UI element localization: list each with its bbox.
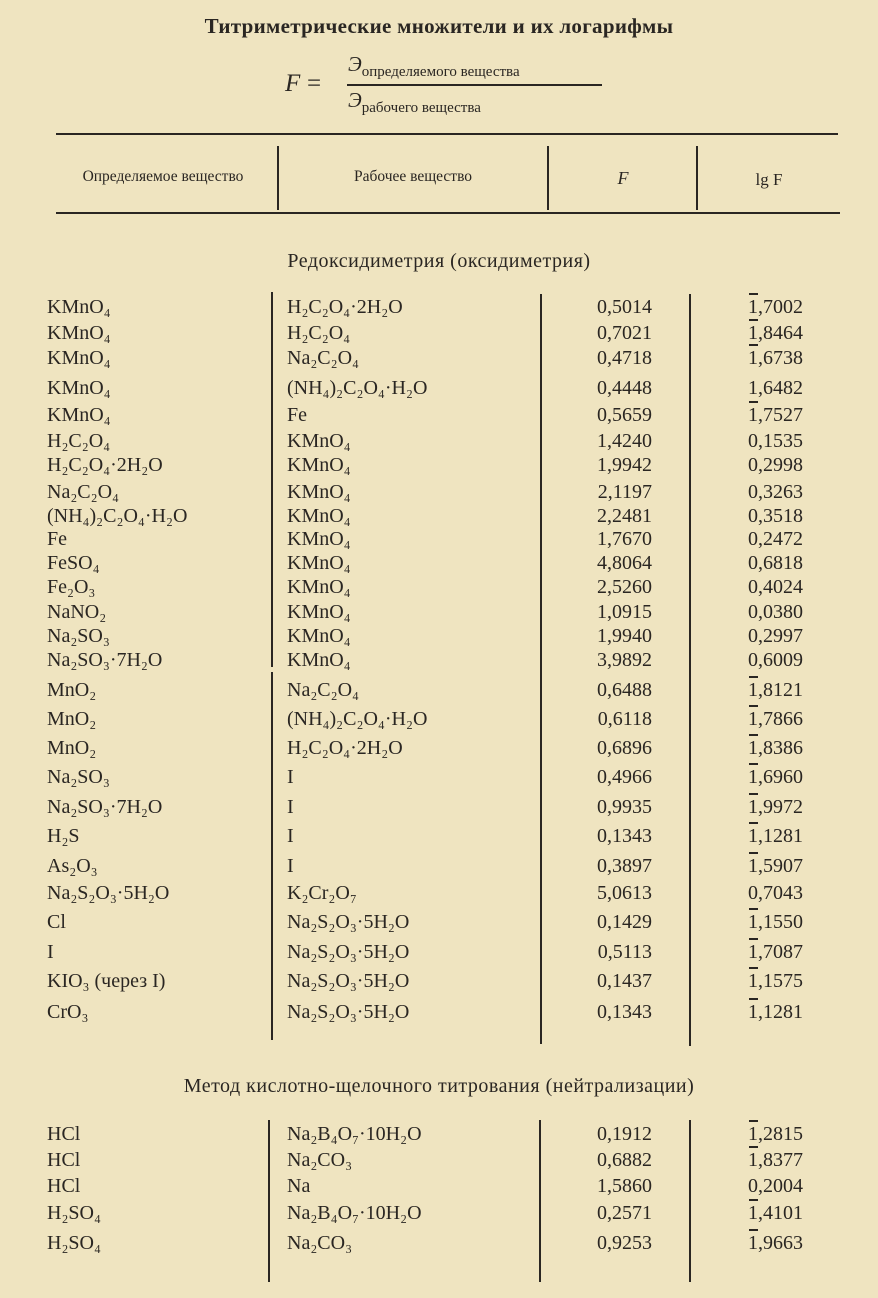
header-divider-1: [277, 146, 279, 210]
lgf-mantissa: ,8464: [758, 322, 803, 344]
reagent-cell: Na: [287, 1175, 311, 1197]
f-value-cell: 0,1343: [597, 825, 652, 847]
lgf-characteristic-bar: 1: [748, 825, 758, 847]
lgf-value-cell: [726, 431, 803, 451]
lgf-characteristic: 0: [748, 505, 758, 527]
f-value-cell: 0,1343: [597, 1001, 652, 1023]
f-value-cell: 1,7670: [597, 528, 652, 550]
f-value-cell: 1,5860: [597, 1175, 652, 1197]
column-header-analyte: Определяемое вещество: [82, 168, 244, 185]
lgf-mantissa: ,4101: [758, 1202, 803, 1224]
reagent-cell: I: [287, 796, 294, 818]
lgf-value-cell: [726, 297, 803, 317]
f-value-cell: 3,9892: [597, 649, 652, 671]
lgf-value-cell: [726, 797, 803, 817]
lgf-characteristic-bar: 1: [748, 855, 758, 877]
redox-divider-2: [540, 294, 542, 1044]
lgf-mantissa: ,7087: [758, 941, 803, 963]
lgf-mantissa: ,2472: [758, 528, 803, 550]
formula-numerator: [348, 52, 520, 80]
reagent-cell: Na₂C₂O₄: [287, 347, 360, 369]
lgf-value-cell: [726, 348, 803, 368]
analyte-cell: MnO₂: [47, 679, 97, 701]
lgf-characteristic-bar: 1: [748, 404, 758, 426]
f-value-cell: 0,2571: [597, 1202, 652, 1224]
f-value-cell: 0,1912: [597, 1123, 652, 1145]
reagent-cell: KMnO₄: [287, 481, 351, 503]
analyte-cell: H₂C₂O₄·2H₂O: [47, 454, 163, 476]
lgf-mantissa: ,1575: [758, 970, 803, 992]
analyte-cell: FeSO₄: [47, 552, 100, 574]
page-title: Титриметрические множители и их логарифмы: [204, 14, 674, 38]
lgf-mantissa: ,1535: [758, 430, 803, 452]
f-value-cell: 0,3897: [597, 855, 652, 877]
lgf-characteristic-bar: 1: [748, 1232, 758, 1254]
f-value-cell: 0,6118: [597, 708, 652, 730]
reagent-cell: KMnO₄: [287, 552, 351, 574]
acid-divider-3: [689, 1120, 691, 1282]
analyte-cell: H₂SO₄: [47, 1232, 101, 1254]
lgf-characteristic-bar: 1: [748, 322, 758, 344]
lgf-characteristic-bar: 1: [748, 911, 758, 933]
lgf-characteristic-bar: 1: [748, 796, 758, 818]
numerator-symbol: Э: [348, 52, 362, 76]
lgf-value-cell: [726, 506, 803, 526]
redox-divider-1b: [271, 672, 273, 1040]
lgf-characteristic: 0: [748, 576, 758, 598]
analyte-cell: Na₂SO₃·7H₂O: [47, 796, 163, 818]
analyte-cell: As₂O₃: [47, 855, 98, 877]
analyte-cell: KMnO₄: [47, 404, 111, 426]
analyte-cell: Na₂SO₃: [47, 625, 110, 647]
redox-divider-1: [271, 292, 273, 667]
analyte-cell: KMnO₄: [47, 377, 111, 399]
f-value-cell: 0,6896: [597, 737, 652, 759]
reagent-cell: (NH₄)₂C₂O₄·H₂O: [287, 377, 428, 399]
lgf-value-cell: [726, 1002, 803, 1022]
f-value-cell: 0,4448: [597, 377, 652, 399]
analyte-cell: KMnO₄: [47, 347, 111, 369]
analyte-cell: (NH₄)₂C₂O₄·H₂O: [47, 505, 188, 527]
lgf-characteristic-bar: 1: [748, 347, 758, 369]
reagent-cell: I: [287, 855, 294, 877]
lgf-value-cell: [726, 553, 803, 573]
lgf-value-cell: [726, 971, 803, 991]
lgf-value-cell: [726, 709, 803, 729]
lgf-mantissa: ,2998: [758, 454, 803, 476]
analyte-cell: HCl: [47, 1149, 81, 1171]
lgf-value-cell: [726, 602, 803, 622]
analyte-cell: H₂S: [47, 825, 80, 847]
lgf-characteristic-bar: 1: [748, 970, 758, 992]
lgf-value-cell: [726, 455, 803, 475]
lgf-characteristic: 0: [748, 1175, 758, 1197]
lgf-value-cell: [726, 942, 803, 962]
formula-denominator: [348, 88, 481, 116]
lgf-value-cell: [726, 482, 803, 502]
lgf-mantissa: ,6738: [758, 347, 803, 369]
lgf-characteristic: 0: [748, 454, 758, 476]
f-value-cell: 1,4240: [597, 430, 652, 452]
lgf-characteristic-bar: 1: [748, 766, 758, 788]
lgf-value-cell: [726, 912, 803, 932]
analyte-cell: KIO₃ (через I): [47, 970, 166, 992]
f-value-cell: 0,9935: [597, 796, 652, 818]
analyte-cell: H₂C₂O₄: [47, 430, 111, 452]
lgf-mantissa: ,1550: [758, 911, 803, 933]
lgf-characteristic: 0: [748, 601, 758, 623]
f-value-cell: 2,5260: [597, 576, 652, 598]
reagent-cell: Na₂B₄O₇·10H₂O: [287, 1123, 422, 1145]
analyte-cell: Na₂S₂O₃·5H₂O: [47, 882, 170, 904]
lgf-value-cell: [726, 1203, 803, 1223]
f-value-cell: 0,7021: [597, 322, 652, 344]
acid-divider-2: [539, 1120, 541, 1282]
f-value-cell: 2,1197: [597, 481, 652, 503]
column-header-f: F: [617, 168, 629, 188]
lgf-mantissa: ,1281: [758, 825, 803, 847]
reagent-cell: Na₂S₂O₃·5H₂O: [287, 1001, 410, 1023]
f-value-cell: 0,6882: [597, 1149, 652, 1171]
lgf-mantissa: ,7527: [758, 404, 803, 426]
reagent-cell: H₂C₂O₄·2H₂O: [287, 296, 403, 318]
lgf-value-cell: [726, 650, 803, 670]
fraction-bar: [347, 84, 602, 86]
reagent-cell: Na₂S₂O₃·5H₂O: [287, 970, 410, 992]
reagent-cell: Fe: [287, 404, 307, 426]
lgf-characteristic-bar: 1: [748, 941, 758, 963]
lgf-value-cell: [726, 1176, 803, 1196]
reagent-cell: KMnO₄: [287, 576, 351, 598]
reagent-cell: KMnO₄: [287, 625, 351, 647]
lgf-characteristic-bar: 1: [748, 1202, 758, 1224]
lgf-mantissa: ,8377: [758, 1149, 803, 1171]
lgf-mantissa: ,7866: [758, 708, 803, 730]
f-value-cell: 0,4718: [597, 347, 652, 369]
lgf-characteristic-bar: 1: [748, 1149, 758, 1171]
reagent-cell: Na₂C₂O₄: [287, 679, 360, 701]
analyte-cell: I: [47, 941, 54, 963]
reagent-cell: K₂Cr₂O₇: [287, 882, 357, 904]
lgf-mantissa: ,0380: [758, 601, 803, 623]
column-header-reagent: Рабочее вещество: [353, 168, 473, 185]
acid-divider-1: [268, 1120, 270, 1282]
lgf-characteristic: 0: [748, 430, 758, 452]
lgf-value-cell: [726, 378, 803, 398]
f-value-cell: 2,2481: [597, 505, 652, 527]
reagent-cell: KMnO₄: [287, 430, 351, 452]
lgf-characteristic-bar: 1: [748, 1123, 758, 1145]
lgf-mantissa: ,2997: [758, 625, 803, 647]
lgf-value-cell: [726, 738, 803, 758]
analyte-cell: KMnO₄: [47, 322, 111, 344]
lgf-value-cell: [726, 856, 803, 876]
reagent-cell: KMnO₄: [287, 649, 351, 671]
reagent-cell: Na₂CO₃: [287, 1232, 353, 1254]
reagent-cell: KMnO₄: [287, 601, 351, 623]
lgf-mantissa: ,2815: [758, 1123, 803, 1145]
lgf-mantissa: ,5907: [758, 855, 803, 877]
f-value-cell: 5,0613: [597, 882, 652, 904]
analyte-cell: Fe₂O₃: [47, 576, 96, 598]
lgf-mantissa: ,7002: [758, 296, 803, 318]
lgf-characteristic: 0: [748, 481, 758, 503]
formula: [285, 48, 625, 128]
analyte-cell: MnO₂: [47, 708, 97, 730]
lgf-value-cell: [726, 577, 803, 597]
f-value-cell: 0,1429: [597, 911, 652, 933]
lgf-characteristic-bar: 1: [748, 708, 758, 730]
redox-divider-3: [689, 294, 691, 1046]
lgf-value-cell: [726, 883, 803, 903]
analyte-cell: KMnO₄: [47, 296, 111, 318]
f-value-cell: 1,0915: [597, 601, 652, 623]
lgf-value-cell: [726, 626, 803, 646]
lgf-value-cell: [726, 1233, 803, 1253]
lgf-mantissa: ,9663: [758, 1232, 803, 1254]
f-value-cell: 0,5014: [597, 296, 652, 318]
header-divider-2: [547, 146, 549, 210]
lgf-mantissa: ,3263: [758, 481, 803, 503]
numerator-subscript: определяемого вещества: [361, 64, 520, 80]
column-header-lgf: lg F: [755, 170, 783, 189]
analyte-cell: HCl: [47, 1175, 81, 1197]
lgf-value-cell: [726, 826, 803, 846]
reagent-cell: H₂C₂O₄: [287, 322, 351, 344]
lgf-mantissa: ,9972: [758, 796, 803, 818]
lgf-mantissa: ,8386: [758, 737, 803, 759]
lgf-mantissa: ,6482: [758, 377, 803, 399]
section-title-redox: Редоксидиметрия (оксидиметрия): [287, 250, 591, 272]
lgf-value-cell: [726, 323, 803, 343]
analyte-cell: Fe: [47, 528, 67, 550]
denominator-symbol: Э: [348, 88, 362, 112]
lgf-mantissa: ,6009: [758, 649, 803, 671]
reagent-cell: Na₂B₄O₇·10H₂O: [287, 1202, 422, 1224]
formula-equals: =: [307, 70, 322, 97]
analyte-cell: Na₂SO₃: [47, 766, 110, 788]
lgf-characteristic: 0: [748, 552, 758, 574]
lgf-mantissa: ,3518: [758, 505, 803, 527]
lgf-value-cell: [726, 680, 803, 700]
analyte-cell: MnO₂: [47, 737, 97, 759]
lgf-mantissa: ,6960: [758, 766, 803, 788]
analyte-cell: Na₂C₂O₄: [47, 481, 120, 503]
lgf-characteristic-bar: 1: [748, 679, 758, 701]
f-value-cell: 0,9253: [597, 1232, 652, 1254]
header-divider-3: [696, 146, 698, 210]
f-value-cell: 0,1437: [597, 970, 652, 992]
f-value-cell: 0,4966: [597, 766, 652, 788]
lgf-value-cell: [726, 1150, 803, 1170]
analyte-cell: NaNO₂: [47, 601, 107, 623]
reagent-cell: KMnO₄: [287, 528, 351, 550]
f-value-cell: 0,5113: [597, 941, 652, 963]
analyte-cell: HCl: [47, 1123, 81, 1145]
lgf-characteristic: 0: [748, 528, 758, 550]
f-value-cell: 1,9940: [597, 625, 652, 647]
lgf-characteristic-bar: 1: [748, 737, 758, 759]
reagent-cell: I: [287, 766, 294, 788]
lgf-characteristic-bar: 1: [748, 296, 758, 318]
lgf-mantissa: ,1281: [758, 1001, 803, 1023]
analyte-cell: CrO₃: [47, 1001, 89, 1023]
denominator-subscript: рабочего вещества: [361, 100, 481, 116]
reagent-cell: (NH₄)₂C₂O₄·H₂O: [287, 708, 428, 730]
f-value-cell: 0,6488: [597, 679, 652, 701]
f-value-cell: 1,9942: [597, 454, 652, 476]
lgf-characteristic-bar: 1: [748, 1001, 758, 1023]
lgf-characteristic: 0: [748, 649, 758, 671]
lgf-mantissa: ,7043: [758, 882, 803, 904]
lgf-mantissa: ,2004: [758, 1175, 803, 1197]
analyte-cell: Na₂SO₃·7H₂O: [47, 649, 163, 671]
f-value-cell: 4,8064: [597, 552, 652, 574]
section-title-neutralization: Метод кислотно-щелочного титрования (нейтрализации): [183, 1075, 695, 1097]
f-value-cell: 0,5659: [597, 404, 652, 426]
reagent-cell: KMnO₄: [287, 454, 351, 476]
lgf-value-cell: [726, 767, 803, 787]
lgf-value-cell: [726, 529, 803, 549]
lgf-mantissa: ,8121: [758, 679, 803, 701]
reagent-cell: I: [287, 825, 294, 847]
lgf-mantissa: ,4024: [758, 576, 803, 598]
reagent-cell: H₂C₂O₄·2H₂O: [287, 737, 403, 759]
reagent-cell: Na₂S₂O₃·5H₂O: [287, 911, 410, 933]
reagent-cell: Na₂S₂O₃·5H₂O: [287, 941, 410, 963]
analyte-cell: H₂SO₄: [47, 1202, 101, 1224]
lgf-value-cell: [726, 405, 803, 425]
lgf-characteristic: 0: [748, 882, 758, 904]
reagent-cell: Na₂CO₃: [287, 1149, 353, 1171]
lgf-mantissa: ,6818: [758, 552, 803, 574]
lgf-value-cell: [726, 1124, 803, 1144]
header-top-rule: [56, 133, 838, 135]
reagent-cell: KMnO₄: [287, 505, 351, 527]
analyte-cell: Cl: [47, 911, 66, 933]
formula-lhs: F: [285, 70, 301, 97]
lgf-characteristic: 1: [748, 377, 758, 399]
lgf-characteristic: 0: [748, 625, 758, 647]
header-bottom-rule: [56, 212, 840, 214]
